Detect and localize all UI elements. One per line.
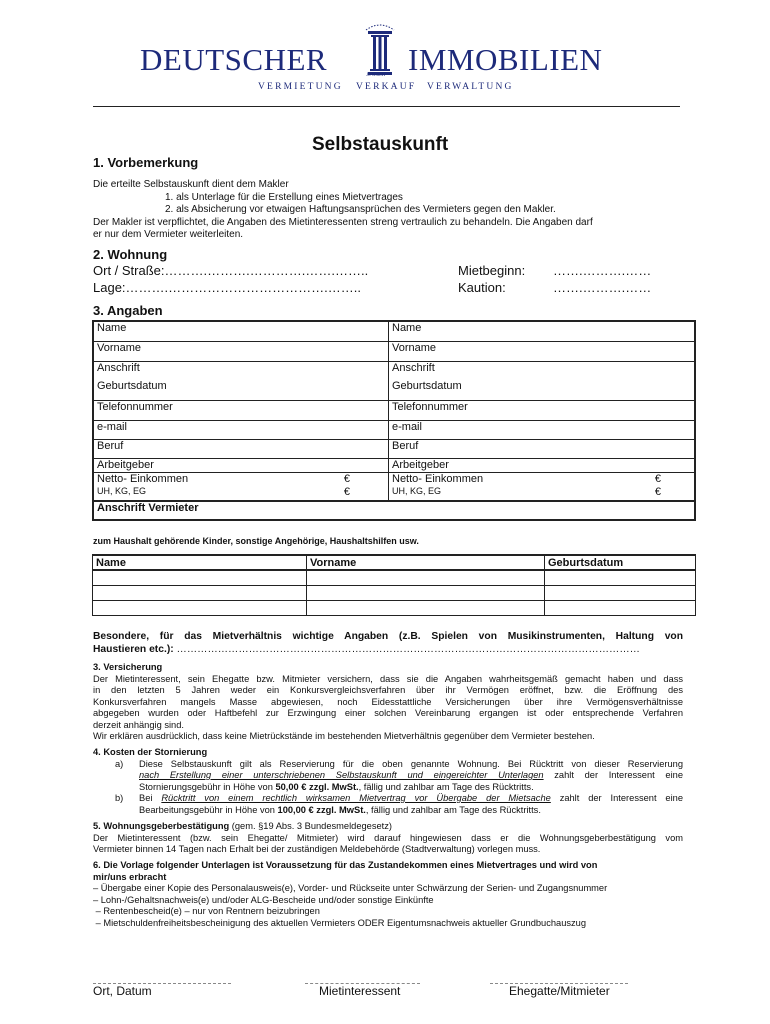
s1-line-5: er nur dem Vermieter weiterleiten.: [93, 229, 244, 240]
item-b-pre2: Bearbeitungsgebühr in Höhe von: [139, 804, 278, 815]
geburtsdatum-field-1[interactable]: Geburtsdatum: [93, 380, 389, 400]
item-a-line-3: [139, 782, 683, 794]
telefon-field-1[interactable]: Telefonnummer: [93, 400, 389, 420]
telefon-field-2[interactable]: Telefonnummer: [389, 400, 696, 420]
email-field-2[interactable]: e-mail: [389, 420, 696, 439]
col-geburtsdatum-header: Geburtsdatum: [545, 555, 696, 570]
signature-label-mietinteressent: Mietinteressent: [319, 984, 401, 998]
item-b-underlined: Rücktritt von einem rechtlich wirksamen Mietvertrag vor Übergabe der Mietsache: [161, 793, 551, 803]
household-caption: zum Haushalt gehörende Kinder, sonstige Angehörige, Haushaltshilfen usw.: [93, 536, 419, 546]
uh-field-2[interactable]: [389, 486, 696, 501]
page-title: Selbstauskunft: [312, 134, 449, 155]
item-a-label: a): [115, 758, 124, 769]
wohnungsgeber-line-1: Der Mietinteressent (bzw. sein Ehegatte/ Mitmieter) wird darauf hingewiesen dass er die Wohnungsgeberbestätigung vom: [93, 832, 683, 843]
item-a-pre: Stornierungsgebühr in Höhe von: [139, 781, 276, 792]
versicherung-heading: 3. Versicherung: [93, 662, 163, 672]
s1-line-3: 2. als Absicherung vor etwaigen Haftungsansprüchen des Vermieters gegen den Makler.: [165, 204, 556, 215]
lage-field[interactable]: Lage:……….……………………………….……..: [93, 280, 361, 295]
item-a-underlined: nach Erstellung einer unterschriebenen Selbstauskunft und eingereichter Unterlagen: [139, 770, 544, 780]
item-b-label: b): [115, 793, 124, 803]
signature-label-ehegatte: Ehegatte/Mitmieter: [509, 984, 610, 998]
column-logo-icon: [360, 22, 400, 77]
wohnungsgeber-ref: (gem. §19 Abs. 3 Bundesmeldegesetz): [229, 821, 392, 831]
s1-line-1: Die erteilte Selbstauskunft dient dem Makler: [93, 179, 289, 190]
section-2-heading: 2. Wohnung: [93, 247, 168, 262]
euro-sign: €: [343, 486, 350, 498]
unterlagen-line-1: – Übergabe einer Kopie des Personalausweis(e), Vorder- und Rückseite unter Schwärzung der Serien- und Zugangsnummer: [93, 883, 608, 893]
logo-word-right: IMMOBILIEN: [408, 42, 603, 77]
besondere-text: [93, 630, 683, 656]
section-1-text: [93, 179, 683, 242]
versicherung-line-2: in den letzten 5 Jahren weder ein Konkursvergleichsverfahren über ihr Vermögen eröffnet, bzw. die Eröffnung des: [93, 685, 683, 695]
versicherung-section: [93, 662, 683, 743]
anschrift-field-2[interactable]: Anschrift: [389, 361, 696, 380]
besondere-label: Haustieren etc.):: [93, 644, 174, 655]
section-1-heading: 1. Vorbemerkung: [93, 155, 199, 170]
wohnungsgeber-title: 5. Wohnungsgeberbestätigung: [93, 821, 230, 831]
unterlagen-line-3: – Rentenbescheid(e) – nur von Rentnern beizubringen: [93, 906, 320, 916]
applicant-table: [92, 320, 696, 521]
netto-field-2[interactable]: [389, 472, 696, 486]
unterlagen-heading-1: 6. Die Vorlage folgender Unterlagen ist Voraussetzung für das Zustandekommen eines Mietvertrages und wird von: [93, 860, 598, 870]
unterlagen-line-2: – Lohn-/Gehaltsnachweis(e) und/oder ALG-Bescheide und/oder sonstige Einkünfte: [93, 894, 434, 905]
kaution-label: Kaution:: [458, 280, 506, 295]
header-rule: [93, 106, 680, 107]
item-b-pre: Bei: [139, 793, 162, 803]
netto-label-1: Netto- Einkommen: [97, 472, 189, 485]
uh-label-1: UH, KG, EG: [97, 486, 147, 496]
household-table: [92, 554, 696, 616]
arbeitgeber-field-1[interactable]: Arbeitgeber: [93, 458, 389, 472]
beruf-field-1[interactable]: Beruf: [93, 439, 389, 458]
item-a-line-1: Diese Selbstauskunft gilt als Reservierung für die oben genannte Wohnung. Bei Rücktritt von dieser Reservierung: [139, 758, 683, 769]
geburtsdatum-field-2[interactable]: Geburtsdatum: [389, 380, 696, 400]
item-b-post: , fällig und zahlbar am Tage des Rücktritts.: [365, 804, 541, 815]
anschrift-field-1[interactable]: Anschrift: [93, 361, 389, 380]
euro-sign: €: [343, 472, 350, 485]
item-a-line-2: [139, 770, 683, 782]
versicherung-line-1: Der Mietinteressent, sein Ehegatte bzw. Mitmieter versichern, dass sie die Angaben wahrheitsgemäß gemacht haben und dass: [93, 673, 683, 684]
arbeitgeber-field-2[interactable]: Arbeitgeber: [389, 458, 696, 472]
wohnungsgeber-heading: [93, 821, 683, 833]
besondere-line-1: Besondere, für das Mietverhältnis wichtige Angaben (z.B. Spielen von Musikinstrumenten, Haltung von: [93, 631, 683, 642]
email-field-1[interactable]: e-mail: [93, 420, 389, 439]
wohnungsgeber-section: [93, 821, 683, 856]
uh-field-1[interactable]: [93, 486, 389, 501]
logo-word-left: DEUTSCHER: [140, 42, 328, 77]
mietbeginn-label: Mietbeginn:: [458, 263, 526, 278]
uh-label-2: UH, KG, EG: [392, 486, 442, 496]
item-b-line-1: [139, 793, 683, 805]
logo-sub-verkauf: VERKAUF: [356, 82, 417, 92]
versicherung-line-5: derzeit anhängig sind.: [93, 719, 184, 730]
versicherung-line-4: abgegeben wurden oder Haftbefehl zur Erzwingung einer solchen Vereinbarung ergangen ist oder entsprechende Verfahren: [93, 708, 683, 718]
logo-sub-verwaltung: VERWALTUNG: [427, 82, 514, 92]
item-b-line-2: [139, 805, 683, 817]
logo-gmbh: Jo GmbH: [366, 73, 386, 78]
netto-label-2: Netto- Einkommen: [392, 472, 484, 485]
name-field-2[interactable]: Name: [389, 321, 696, 341]
household-row[interactable]: [93, 570, 696, 585]
wohnungsgeber-line-2: Vermieter binnen 14 Tagen nach Erhalt bei der zuständigen Meldebehörde (Stadtverwaltung) vorlegen muss.: [93, 844, 541, 854]
logo-sub-vermietung: VERMIETUNG: [258, 82, 343, 92]
versicherung-line-6: Wir erklären ausdrücklich, dass keine Mietrückstände im bestehenden Mietverhältnis gegenüber dem Vermieter bestehen.: [93, 731, 595, 741]
vorname-field-2[interactable]: Vorname: [389, 341, 696, 361]
ort-strasse-field[interactable]: Ort / Straße:……….……….………….…….……..: [93, 263, 369, 278]
unterlagen-line-4: – Mietschuldenfreiheitsbescheinigung des aktuellen Vermieters ODER Eigentumsnachweis aktueller Grundbuchauszug: [93, 917, 587, 928]
col-name-header: Name: [93, 555, 307, 570]
unterlagen-heading-2: mir/uns erbracht: [93, 871, 167, 882]
household-row[interactable]: [93, 585, 696, 600]
kaution-field[interactable]: …….……….……: [553, 280, 652, 295]
col-vorname-header: Vorname: [307, 555, 545, 570]
item-b-rest: zahlt der Interessent eine: [550, 793, 684, 803]
s1-line-2: 1. als Unterlage für die Erstellung eines Mietvertrages: [165, 191, 403, 203]
item-a-post: , fällig und zahlbar am Tage des Rücktritts.: [358, 781, 534, 792]
unterlagen-section: [93, 860, 683, 929]
section-3-heading: 3. Angaben: [93, 303, 163, 318]
household-row[interactable]: [93, 600, 696, 615]
netto-field-1[interactable]: [93, 472, 389, 486]
anschrift-vermieter-field[interactable]: Anschrift Vermieter: [93, 501, 695, 520]
item-b-fee: 100,00 € zzgl. MwSt.: [277, 804, 366, 815]
signature-label-ort-datum: Ort, Datum: [93, 984, 152, 998]
versicherung-line-3: Konkursverfahren mangels Masse abgewiesen, noch Eidesstattliche Versicherungen über ihre Vermögensverhältnisse: [93, 696, 683, 707]
besondere-dots: ………………………………………………………………………………………………………………………: [173, 644, 640, 655]
beruf-field-2[interactable]: Beruf: [389, 439, 696, 458]
item-a-fee: 50,00 € zzgl. MwSt.: [275, 781, 359, 792]
name-field-1[interactable]: Name: [93, 321, 389, 341]
company-logo: [140, 22, 630, 94]
kosten-section: [93, 747, 683, 816]
euro-sign: €: [654, 472, 661, 485]
item-a-rest: zahlt der Interessent eine: [543, 770, 683, 780]
s1-line-4: Der Makler ist verpflichtet, die Angaben des Mietinteressenten streng vertraulich zu behandeln. Die Angaben darf: [93, 216, 593, 228]
mietbeginn-field[interactable]: …….……….……: [553, 263, 652, 278]
vorname-field-1[interactable]: Vorname: [93, 341, 389, 361]
euro-sign: €: [654, 486, 661, 498]
kosten-heading: 4. Kosten der Stornierung: [93, 747, 208, 757]
besondere-line-2[interactable]: [93, 643, 683, 656]
